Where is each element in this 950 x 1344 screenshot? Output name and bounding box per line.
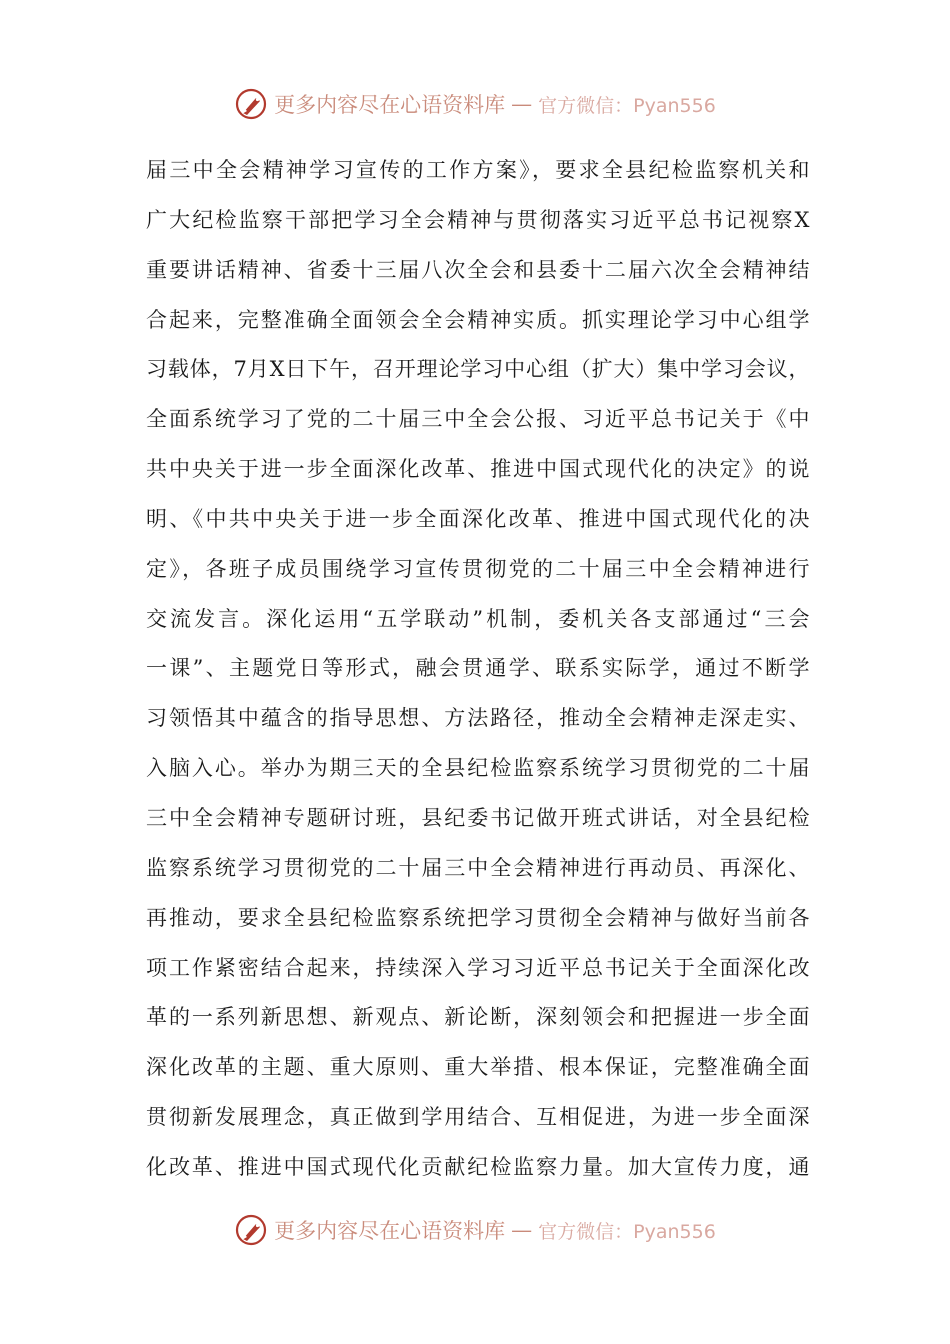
pen-nib-circle-icon: [234, 87, 268, 121]
text-line: 监察系统学习贯彻党的二十届三中全会精神进行再动员、再深化、: [146, 855, 810, 880]
text-line: 入脑入心。举办为期三天的全县纪检监察系统学习贯彻党的二十届: [146, 756, 810, 781]
wechat-text: 官方微信：Pyan556: [538, 1220, 716, 1243]
pen-nib-circle-icon: [234, 1213, 268, 1247]
text-line: 再推动，要求全县纪检监察系统把学习贯彻全会精神与做好当前各: [146, 905, 810, 930]
text-line: 定》，各班子成员围绕学习宣传贯彻党的二十届三中全会精神进行: [146, 556, 810, 581]
text-line: 共中央关于进一步全面深化改革、推进中国式现代化的决定》的说: [146, 457, 810, 482]
text-line: 深化改革的主题、重大原则、重大举措、根本保证，完整准确全面: [146, 1055, 810, 1080]
text-line: 习领悟其中蕴含的指导思想、方法路径，推动全会精神走深走实、: [146, 706, 810, 731]
brand-text: 更多内容尽在心语资料库: [274, 93, 506, 117]
text-line: 化改革、推进中国式现代化贡献纪检监察力量。加大宣传力度，通: [146, 1154, 810, 1179]
brand-separator: —: [511, 92, 533, 116]
text-line: 届三中全会精神学习宣传的工作方案》，要求全县纪检监察机关和: [146, 158, 810, 182]
text-line: 一课”、主题党日等形式，融会贯通学、联系实际学，通过不断学: [146, 656, 810, 681]
document-body: [146, 146, 810, 1193]
text-line: 广大纪检监察干部把学习全会精神与贯彻落实习近平总书记视察X: [146, 207, 810, 232]
header-watermark-banner: [0, 82, 950, 126]
brand-text: 更多内容尽在心语资料库: [274, 1219, 506, 1243]
text-line: 习载体，7月X日下午，召开理论学习中心组（扩大）集中学习会议，: [146, 357, 810, 382]
text-line: 合起来，完整准确全面领会全会精神实质。抓实理论学习中心组学: [146, 307, 810, 332]
text-line: 项工作紧密结合起来，持续深入学习习近平总书记关于全面深化改: [146, 955, 810, 980]
text-line: 贯彻新发展理念，真正做到学用结合、互相促进，为进一步全面深: [146, 1105, 810, 1130]
text-line: 全面系统学习了党的二十届三中全会公报、习近平总书记关于《中: [146, 407, 810, 432]
wechat-text: 官方微信：Pyan556: [538, 94, 716, 117]
text-line: 革的一系列新思想、新观点、新论断，深刻领会和把握进一步全面: [146, 1005, 810, 1030]
text-line: 三中全会精神专题研讨班，县纪委书记做开班式讲话，对全县纪检: [146, 805, 810, 830]
text-line: 重要讲话精神、省委十三届八次全会和县委十二届六次全会精神结: [146, 257, 810, 282]
text-line: 交流发言。深化运用“五学联动”机制，委机关各支部通过“三会: [146, 606, 810, 631]
text-line: 明、《中共中央关于进一步全面深化改革、推进中国式现代化的决: [146, 506, 810, 531]
brand-separator: —: [511, 1218, 533, 1242]
footer-watermark-banner: [0, 1208, 950, 1252]
